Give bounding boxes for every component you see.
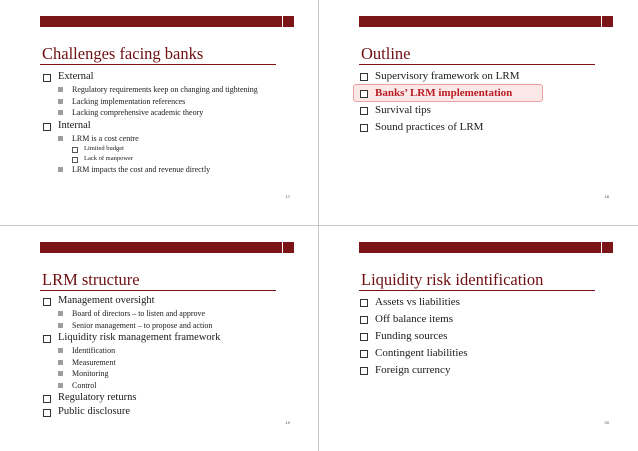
bullet-level-2: Measurement xyxy=(42,357,310,369)
title-rule xyxy=(359,64,595,65)
bullet-highlighted xyxy=(359,85,629,102)
bullet-level-1: Public disclosure xyxy=(42,405,310,419)
header-square xyxy=(283,242,294,253)
slide-20 xyxy=(319,226,637,451)
slide-header-bar xyxy=(40,16,282,27)
bullet-level-2: Senior management – to propose and action xyxy=(42,320,310,332)
bullet-level-1: Sound practices of LRM xyxy=(359,119,629,136)
bullet-level-1: Internal xyxy=(42,119,310,133)
page-number: 18 xyxy=(604,194,609,199)
slide-title: LRM structure xyxy=(42,270,140,289)
bullet-level-1: Survival tips xyxy=(359,102,629,119)
highlight-text: Banks’ LRM implementation xyxy=(375,87,513,99)
slide-title: Liquidity risk identification xyxy=(361,270,544,289)
bullet-level-2: Control xyxy=(42,380,310,392)
bullet-level-2: Identification xyxy=(42,345,310,357)
title-rule xyxy=(40,64,276,65)
title-rule xyxy=(40,290,276,291)
bullet-level-2: LRM impacts the cost and revenue directly xyxy=(42,164,310,176)
bullet-level-1: Funding sources xyxy=(359,328,629,345)
bullet-list xyxy=(42,70,310,176)
bullet-list xyxy=(359,68,629,136)
bullet-list xyxy=(359,294,629,379)
bullet-level-1: Contingent liabilities xyxy=(359,345,629,362)
slide-17 xyxy=(0,0,318,225)
bullet-level-2: Board of directors – to listen and approve xyxy=(42,308,310,320)
bullet-level-1: Off balance items xyxy=(359,311,629,328)
page-number: 17 xyxy=(285,194,290,199)
bullet-level-1: Assets vs liabilities xyxy=(359,294,629,311)
page-number: 19 xyxy=(285,420,290,425)
title-rule xyxy=(359,290,595,291)
slide-header-bar xyxy=(359,16,601,27)
slide-title: Challenges facing banks xyxy=(42,44,204,63)
bullet-level-2: LRM is a cost centre xyxy=(42,133,310,145)
bullet-level-1: Liquidity risk management framework xyxy=(42,331,310,345)
bullet-level-2: Lacking comprehensive academic theory xyxy=(42,107,310,119)
bullet-level-1: External xyxy=(42,70,310,84)
header-square xyxy=(283,16,294,27)
bullet-list xyxy=(42,294,310,419)
bullet-level-1: Management oversight xyxy=(42,294,310,308)
bullet-level-1: Regulatory returns xyxy=(42,391,310,405)
bullet-level-3: Lack of manpower xyxy=(42,154,310,164)
slide-header-bar xyxy=(40,242,282,253)
slide-title: Outline xyxy=(361,44,411,63)
bullet-level-3: Limited budget xyxy=(42,144,310,154)
slide-header-bar xyxy=(359,242,601,253)
bullet-level-1: Supervisory framework on LRM xyxy=(359,68,629,85)
slide-18 xyxy=(319,0,637,225)
bullet-level-1: Foreign currency xyxy=(359,362,629,379)
page-number: 20 xyxy=(604,420,609,425)
header-square xyxy=(602,16,613,27)
slide-19 xyxy=(0,226,318,451)
bullet-level-2: Lacking implementation references xyxy=(42,96,310,108)
bullet-level-2: Regulatory requirements keep on changing and tightening xyxy=(42,84,310,96)
bullet-level-2: Monitoring xyxy=(42,368,310,380)
header-square xyxy=(602,242,613,253)
